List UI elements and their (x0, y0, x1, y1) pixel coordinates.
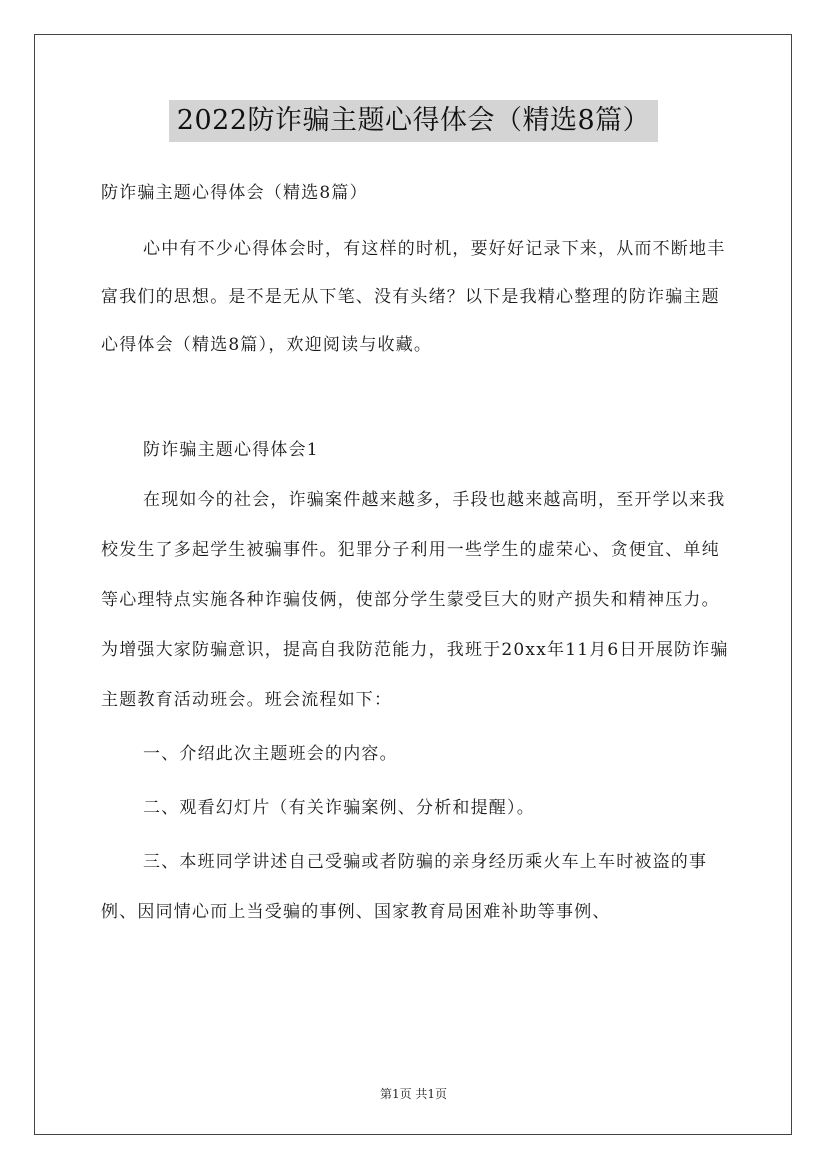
list-item: 一、介绍此次主题班会的内容。 (143, 744, 398, 764)
document-title: 2022防诈骗主题心得体会（精选8篇） (169, 100, 658, 142)
spacer (101, 213, 731, 225)
document-subtitle: 防诈骗主题心得体会（精选8篇） (101, 183, 368, 203)
body-paragraph: 在现如今的社会，诈骗案件越来越多，手段也越来越高明，至开学以来我校发生了多起学生被骗事件。犯罪分子利用一些学生的虚荣心、贪便宜、单纯等心理特点实施各种诈骗伎俩，使部分学生蒙受巨大的财产损失和精神压力。为增强大家防骗意识，提高自我防范能力，我班于20xx年11月6日开展防诈骗主题教育活动班会。班会流程如下： (101, 490, 729, 710)
list-item: 二、观看幻灯片（有关诈骗案例、分析和提醒）。 (143, 798, 535, 818)
section-heading: 防诈骗主题心得体会1 (143, 440, 319, 460)
page-number: 第1页 共1页 (379, 1087, 448, 1101)
document-body (101, 173, 731, 937)
title-container (0, 100, 827, 142)
spacer (101, 369, 731, 425)
intro-paragraph: 心中有不少心得体会时，有这样的时机，要好好记录下来，从而不断地丰富我们的思想。是不是无从下笔、没有头绪？以下是我精心整理的防诈骗主题心得体会（精选8篇），欢迎阅读与收藏。 (101, 239, 726, 355)
page-footer (0, 1085, 827, 1102)
list-item: 三、本班同学讲述自己受骗或者防骗的亲身经历乘火车上车时被盗的事例、因同情心而上当受骗的事例、国家教育局困难补助等事例、 (101, 852, 708, 922)
